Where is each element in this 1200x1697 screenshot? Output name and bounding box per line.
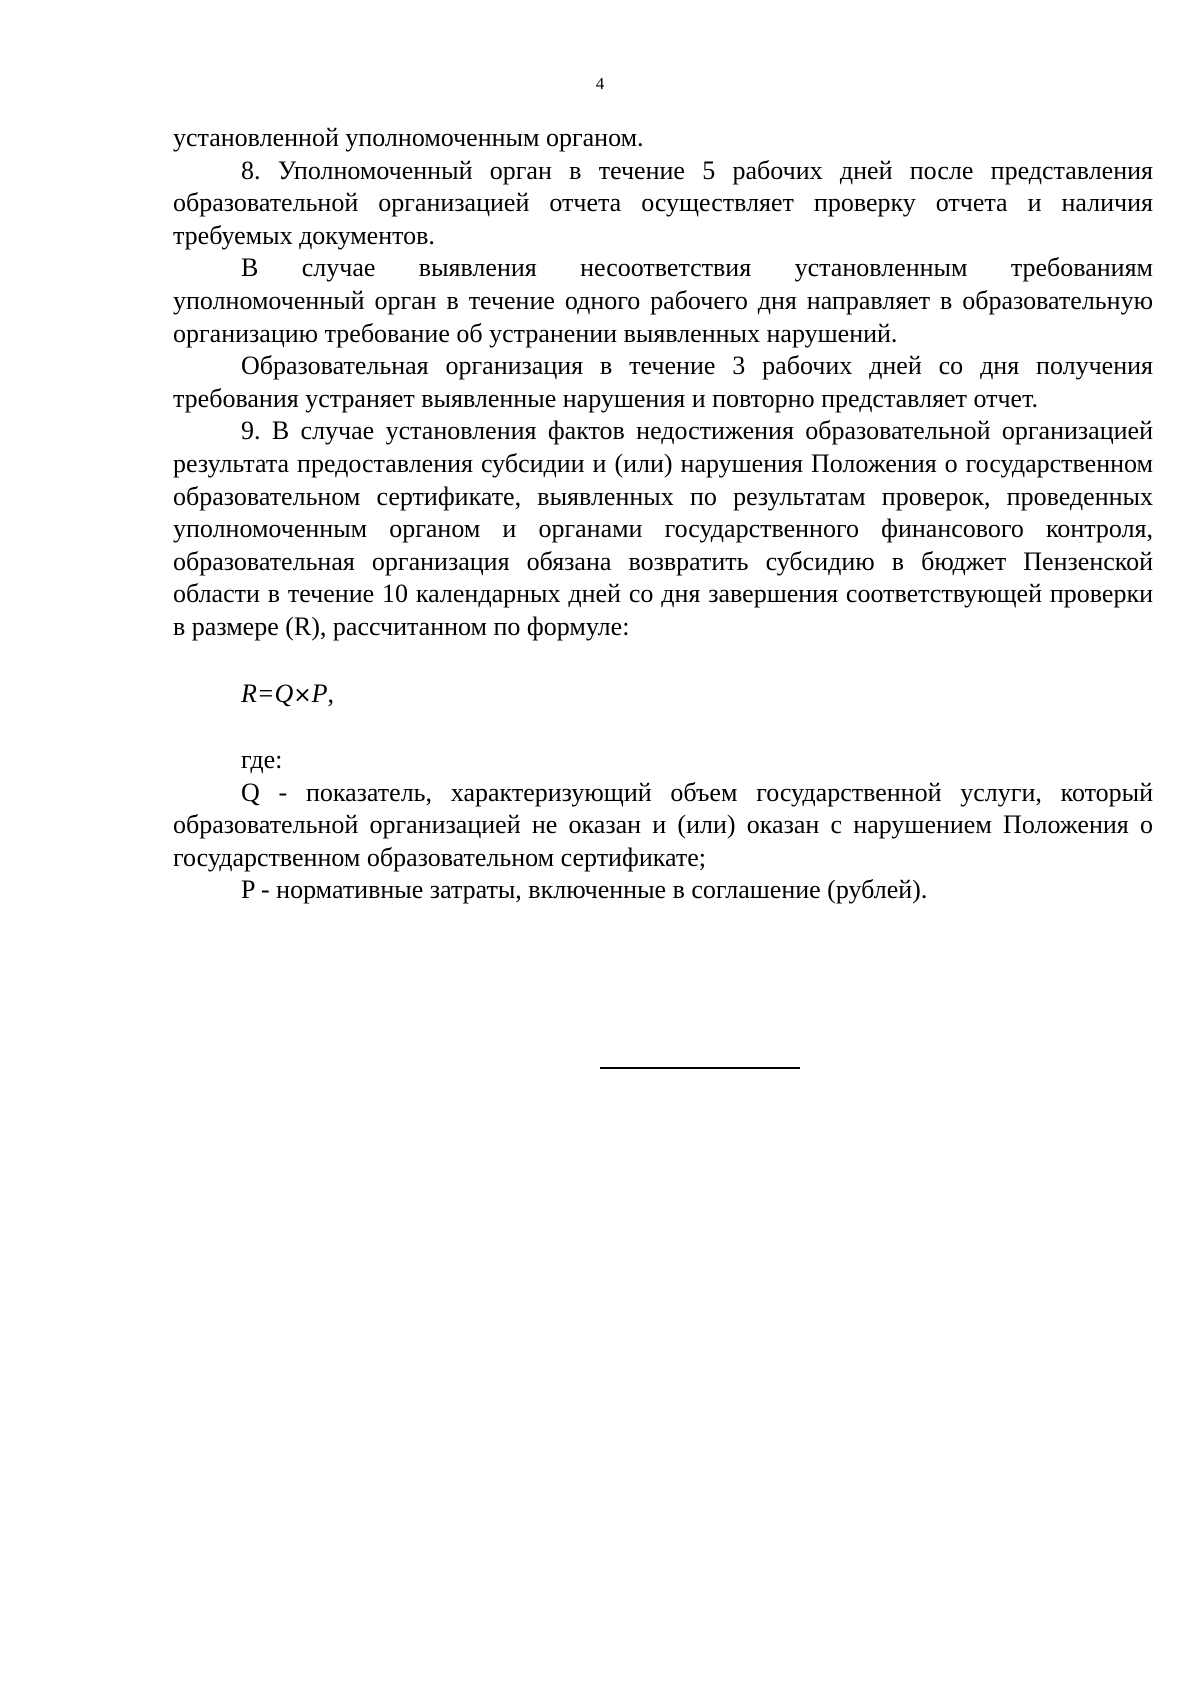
formula-p: P xyxy=(311,678,328,708)
formula-equals: = xyxy=(256,678,275,708)
paragraph-correction-deadline: Образовательная организация в течение 3 рабочих дней со дня получения требования устраняет выявленные нарушения и повторно представляет отчет. xyxy=(173,351,1153,413)
formula-lhs: R xyxy=(241,678,257,708)
paragraph-violation-case: В случае выявления несоответствия установленным требованиям уполномоченный орган в течение одного рабочего дня направляет в образовательную организацию требование об устранении выявленных нарушений. xyxy=(173,253,1153,348)
end-of-document-rule xyxy=(600,1067,800,1069)
spacer xyxy=(173,644,1153,678)
paragraph-continuation: установленной уполномоченным органом. xyxy=(173,123,644,152)
paragraph-item-8: 8. Уполномоченный орган в течение 5 рабочих дней после представления образовательной организацией отчета осуществляет проверку отчета и наличия требуемых документов. xyxy=(173,155,1153,250)
definition-p: P - нормативные затраты, включенные в соглашение (рублей). xyxy=(241,875,928,905)
formula-comma: , xyxy=(327,678,335,708)
formula-times-sign: × xyxy=(293,682,312,708)
paragraph-where: где: xyxy=(241,745,283,775)
formula xyxy=(173,678,1153,713)
spacer xyxy=(173,712,1153,744)
definition-q: Q - показатель, характеризующий объем государственной услуги, который образовательной организацией не оказан и (или) оказан с нарушением Положения о государственном образовательном сертификате; xyxy=(173,777,1153,872)
document-body xyxy=(173,122,1153,907)
page-number: 4 xyxy=(595,74,605,93)
paragraph-item-9: 9. В случае установления фактов недостижения образовательной организацией результата предоставления субсидии и (или) нарушения Положения о государственном образовательном сертификате, выявленных по результатам проверок, проведенных уполномоченным органом и органами государственного финансового контроля, образовательная организация обязана возвратить субсидию в бюджет Пензенской области в течение 10 календарных дней со дня завершения соответствующей проверки в размере (R), рассчитанном по формуле: xyxy=(173,416,1153,641)
formula-q: Q xyxy=(274,678,294,708)
